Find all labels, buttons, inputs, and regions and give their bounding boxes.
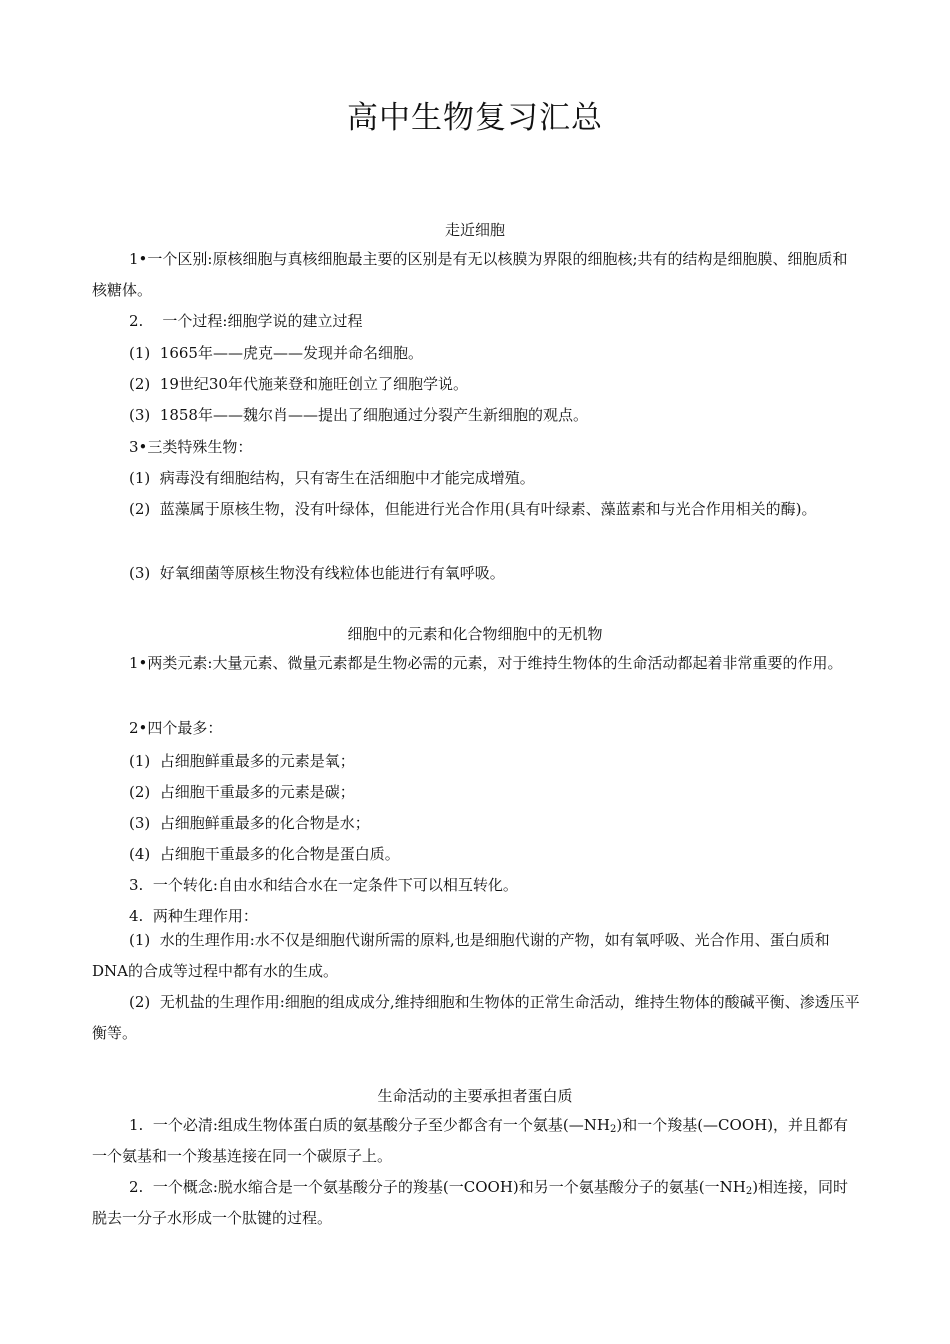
paragraph-text: 1. 一个必清:组成生物体蛋白质的氨基酸分子至少都含有一个氨基(—NH xyxy=(129,1116,610,1134)
paragraph-text: )相连接，同时脱去一分子水形成一个肽键的过程。 xyxy=(92,1178,849,1227)
section-heading: 生命活动的主要承担者蛋白质 xyxy=(377,1087,573,1105)
paragraph: (2) 蓝藻属于原核生物，没有叶绿体，但能进行光合作用(具有叶绿素、藻蓝素和与光合作用相关的酶)。 xyxy=(129,500,817,518)
subscript: 2 xyxy=(609,1124,617,1135)
paragraph: 1•一个区别:原核细胞与真核细胞最主要的区别是有无以核膜为界限的细胞核;共有的结构是细胞膜、细胞质和核糖体。 xyxy=(92,250,848,299)
paragraph: (1) 占细胞鲜重最多的元素是氧； xyxy=(129,752,355,770)
section-heading: 走近细胞 xyxy=(444,221,505,239)
paragraph-text: )和一个羧基(—COOH)，并且都有一个氨基和一个羧基连接在同一个碳原子上。 xyxy=(92,1116,849,1165)
paragraph-text: 2. 一个概念:脱水缩合是一个氨基酸分子的羧基(一COOH)和另一个氨基酸分子的氨基(一NH xyxy=(129,1178,746,1196)
paragraph: (1) 水的生理作用:水不仅是细胞代谢所需的原料,也是细胞代谢的产物，如有氧呼吸、光合作用、蛋白质和DNA的合成等过程中都有水的生成。 xyxy=(92,931,830,980)
paragraph: (3) 好氧细菌等原核生物没有线粒体也能进行有氧呼吸。 xyxy=(129,564,505,582)
paragraph: 1•两类元素:大量元素、微量元素都是生物必需的元素，对于维持生物体的生命活动都起着非常重要的作用。 xyxy=(129,654,843,672)
subscript: 2 xyxy=(745,1186,753,1197)
paragraph xyxy=(92,1110,862,1172)
paragraph: (2) 无机盐的生理作用:细胞的组成成分,维持细胞和生物体的正常生命活动，维持生物体的酸碱平衡、渗透压平衡等。 xyxy=(92,993,860,1042)
paragraph: 2. 一个过程:细胞学说的建立过程 xyxy=(129,312,363,330)
paragraph: (2) 19世纪30年代施莱登和施旺创立了细胞学说。 xyxy=(129,375,468,393)
section-heading: 细胞中的元素和化合物细胞中的无机物 xyxy=(347,625,603,643)
paragraph: 4. 两种生理作用： xyxy=(129,907,258,925)
paragraph: (4) 占细胞干重最多的化合物是蛋白质。 xyxy=(129,845,400,863)
paragraph: 3. 一个转化:自由水和结合水在一定条件下可以相互转化。 xyxy=(129,876,518,894)
paragraph: (1) 1665年——虎克——发现并命名细胞。 xyxy=(129,344,423,362)
paragraph xyxy=(92,1172,862,1234)
paragraph: (3) 1858年——魏尔肖——提出了细胞通过分裂产生新细胞的观点。 xyxy=(129,406,588,424)
paragraph: (1) 病毒没有细胞结构，只有寄生在活细胞中才能完成增殖。 xyxy=(129,469,535,487)
paragraph: (3) 占细胞鲜重最多的化合物是水； xyxy=(129,814,370,832)
paragraph: 2•四个最多： xyxy=(129,719,223,737)
paragraph: 3•三类特殊生物： xyxy=(129,438,253,456)
document-title: 高中生物复习汇总 xyxy=(347,100,603,136)
paragraph: (2) 占细胞干重最多的元素是碳； xyxy=(129,783,355,801)
